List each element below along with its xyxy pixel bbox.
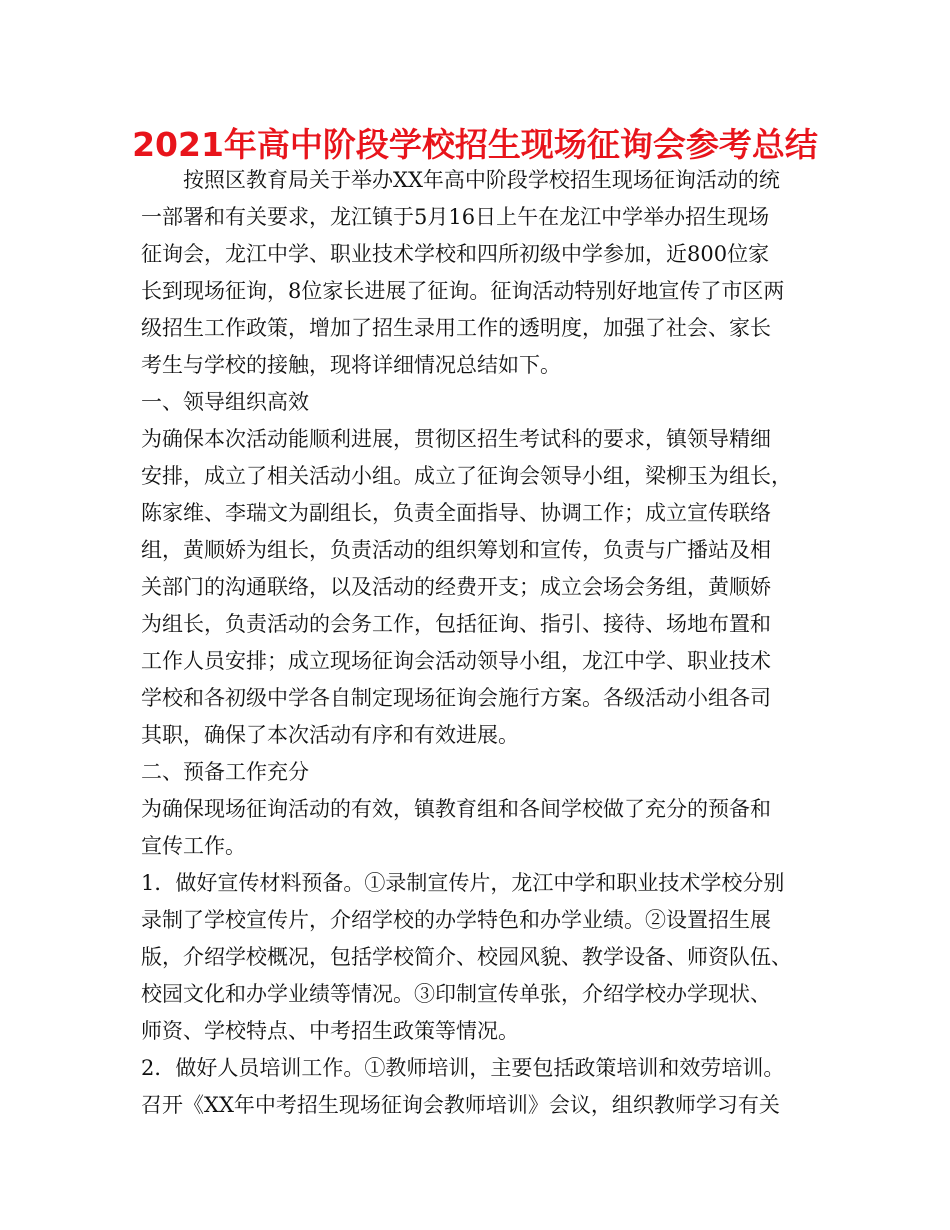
text-line: 宣传工作。 xyxy=(141,834,246,858)
text-line: 一、领导组织高效 xyxy=(141,390,309,414)
text-line: 工作人员安排；成立现场征询会活动领导小组，龙江中学、职业技术 xyxy=(141,649,771,673)
text-line: 召开《XX年中考招生现场征询会教师培训》会议，组织教师学习有关 xyxy=(141,1093,780,1117)
text-line: 为确保本次活动能顺利进展，贯彻区招生考试科的要求，镇领导精细 xyxy=(141,427,771,451)
text-line: 2．做好人员培训工作。①教师培训，主要包括政策培训和效劳培训。 xyxy=(141,1056,785,1080)
text-line: 1．做好宣传材料预备。①录制宣传片，龙江中学和职业技术学校分别 xyxy=(141,871,785,895)
text-line: 二、预备工作充分 xyxy=(141,760,309,784)
text-line: 一部署和有关要求，龙江镇于5月16日上午在龙江中学举办招生现场 xyxy=(141,205,770,229)
text-line: 陈家维、李瑞文为副组长，负责全面指导、协调工作；成立宣传联络 xyxy=(141,501,771,525)
text-line: 安排，成立了相关活动小组。成立了征询会领导小组，梁柳玉为组长， xyxy=(141,464,792,488)
text-line: 学校和各初级中学各自制定现场征询会施行方案。各级活动小组各司 xyxy=(141,686,771,710)
text-line: 其职，确保了本次活动有序和有效进展。 xyxy=(141,723,519,747)
text-line: 征询会，龙江中学、职业技术学校和四所初级中学参加，近800位家 xyxy=(141,242,770,266)
text-line: 关部门的沟通联络，以及活动的经费开支；成立会场会务组，黄顺娇 xyxy=(141,575,771,599)
text-line: 长到现场征询，8位家长进展了征询。征询活动特别好地宣传了市区两 xyxy=(141,279,785,303)
text-line: 校园文化和办学业绩等情况。③印制宣传单张，介绍学校办学现状、 xyxy=(141,982,771,1006)
text-line: 考生与学校的接触，现将详细情况总结如下。 xyxy=(141,353,561,377)
text-line: 为组长，负责活动的会务工作，包括征询、指引、接待、场地布置和 xyxy=(141,612,771,636)
text-line: 录制了学校宣传片，介绍学校的办学特色和办学业绩。②设置招生展 xyxy=(141,908,771,932)
text-line: 组，黄顺娇为组长，负责活动的组织筹划和宣传，负责与广播站及相 xyxy=(141,538,771,562)
text-line: 师资、学校特点、中考招生政策等情况。 xyxy=(141,1019,519,1043)
document-body xyxy=(141,162,821,1124)
text-line: 版，介绍学校概况，包括学校简介、校园风貌、教学设备、师资队伍、 xyxy=(141,945,792,969)
document-title: 2021年高中阶段学校招生现场征询会参考总结 xyxy=(132,125,818,164)
text-line: 按照区教育局关于举办XX年高中阶段学校招生现场征询活动的统 xyxy=(141,168,780,192)
text-line: 级招生工作政策，增加了招生录用工作的透明度，加强了社会、家长 xyxy=(141,316,771,340)
text-line: 为确保现场征询活动的有效，镇教育组和各间学校做了充分的预备和 xyxy=(141,797,771,821)
